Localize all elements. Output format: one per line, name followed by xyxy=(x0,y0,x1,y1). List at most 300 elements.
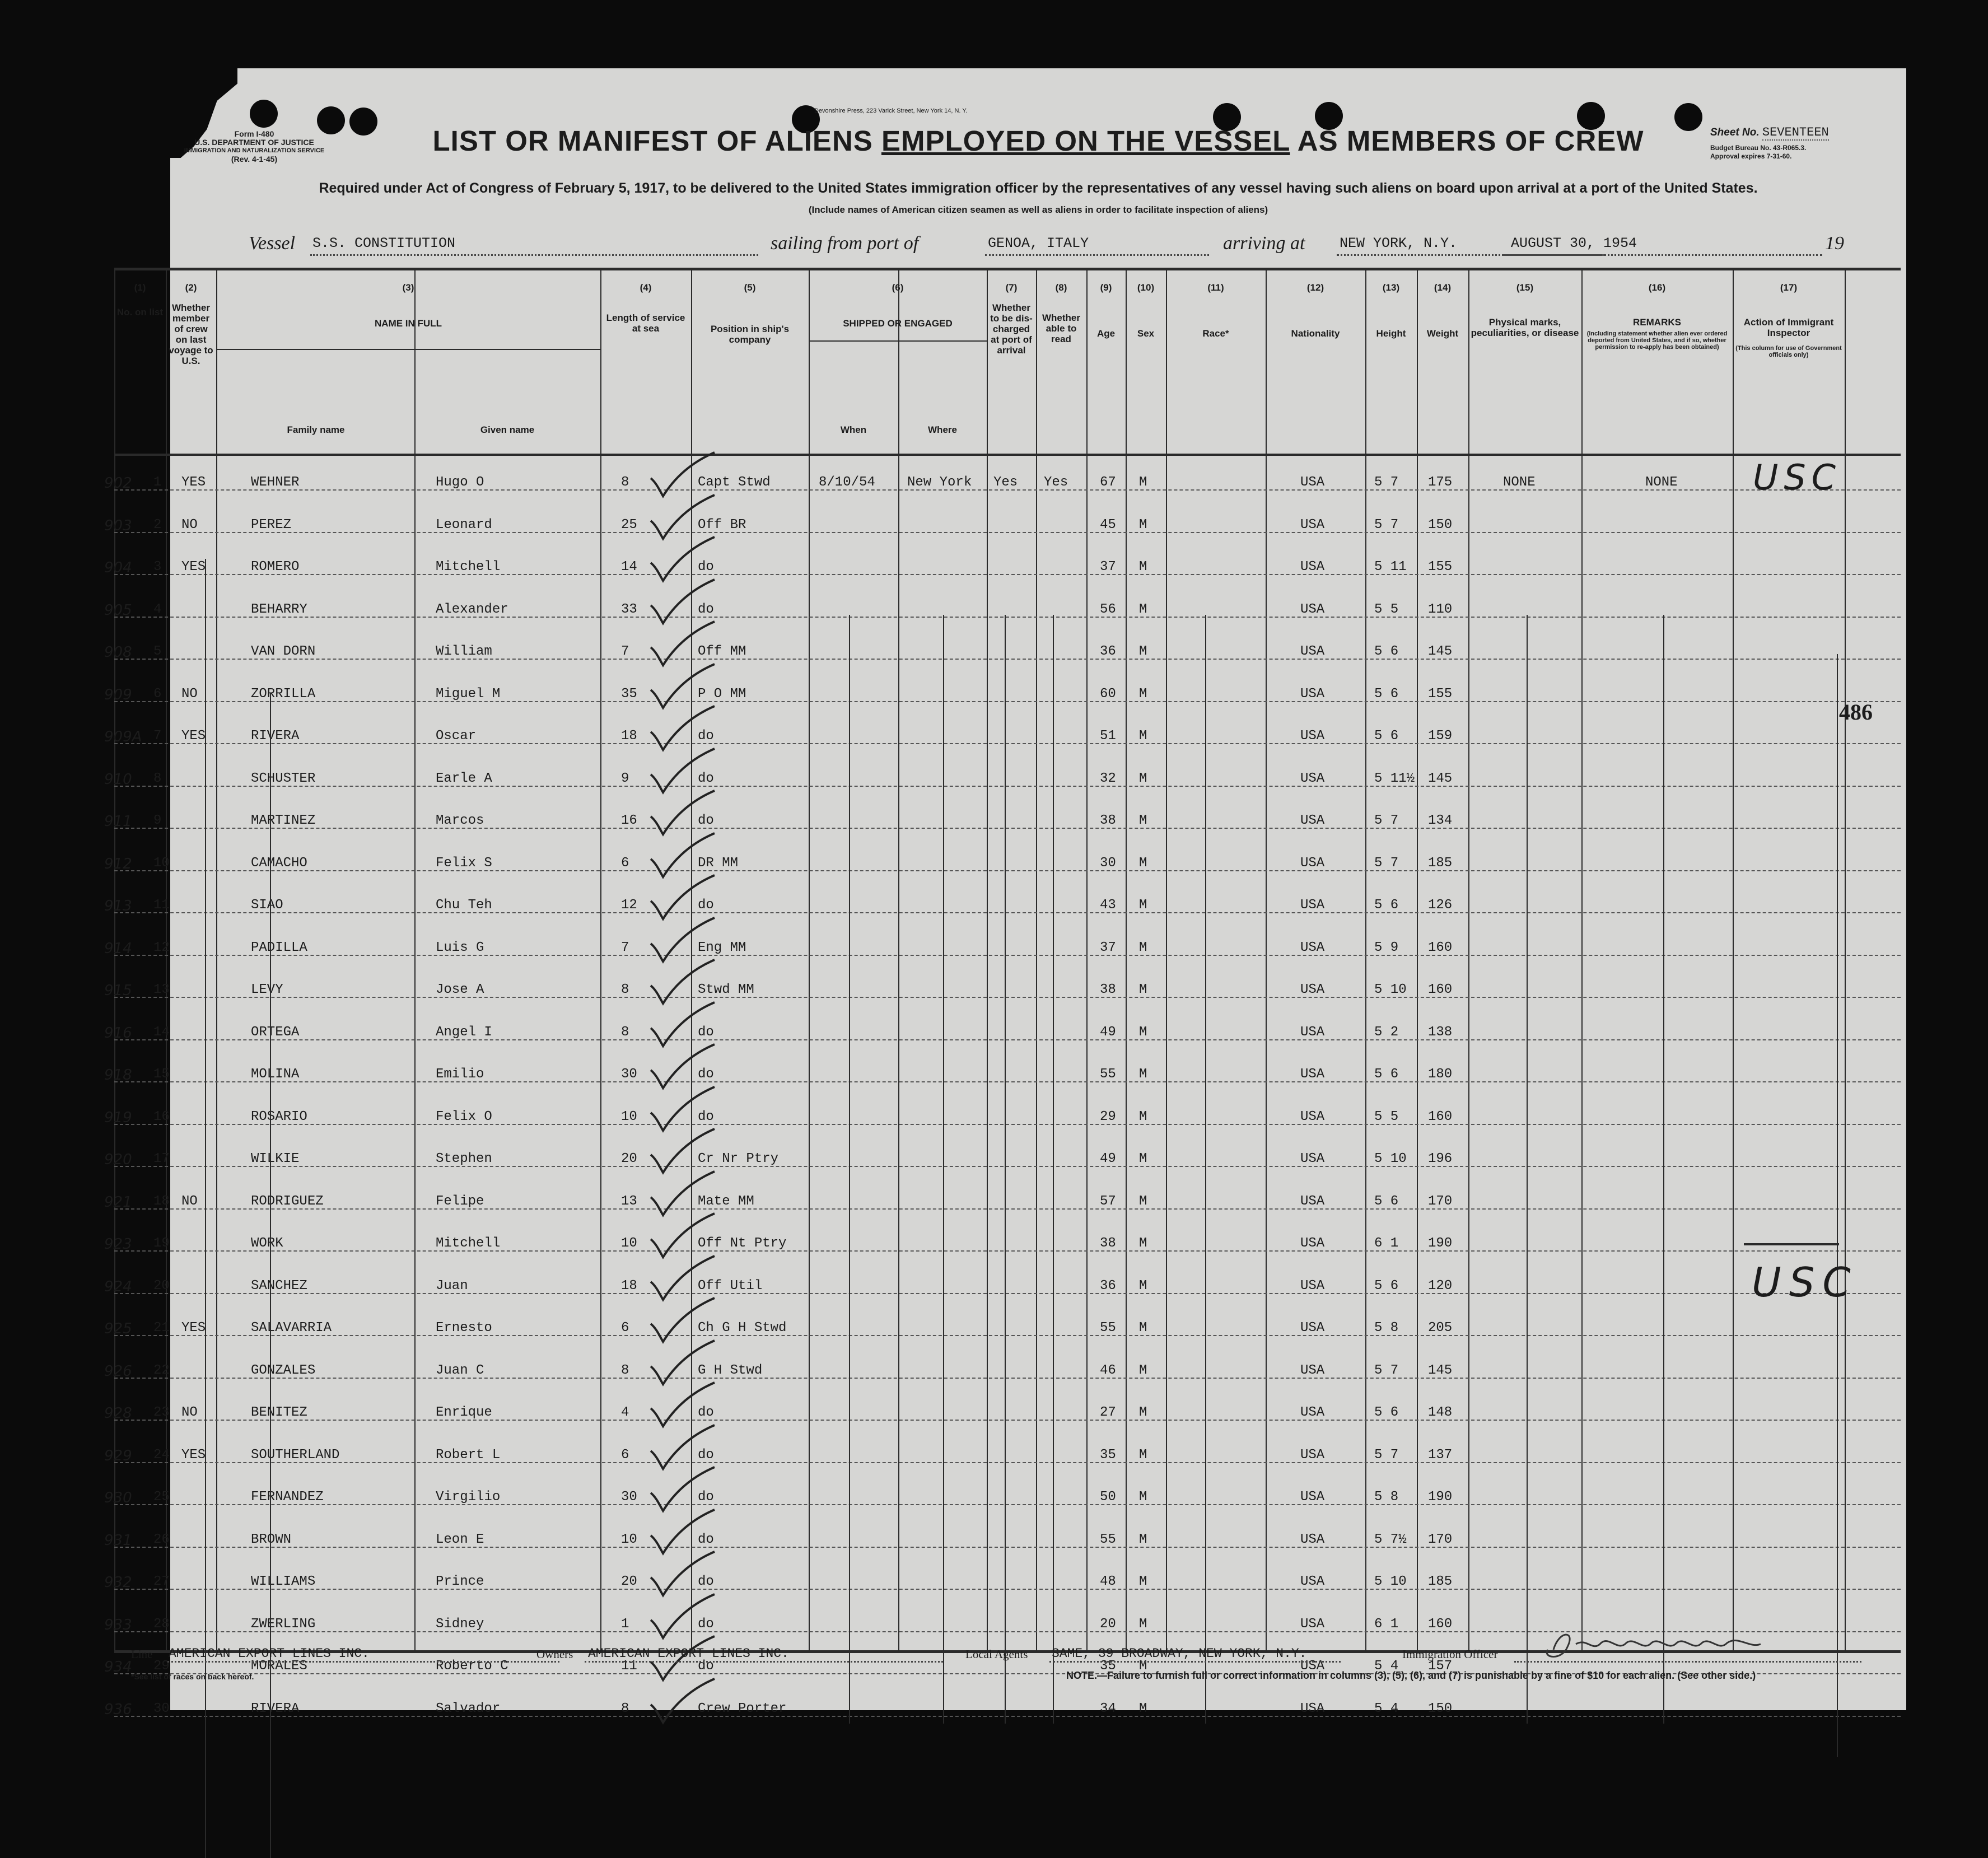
height-cell: 5 7 xyxy=(1374,813,1399,828)
given-name-cell: Felix S xyxy=(436,855,492,871)
sex-cell: M xyxy=(1139,1447,1147,1463)
weight-cell: 205 xyxy=(1428,1320,1453,1336)
column-heading: Weight xyxy=(1426,328,1459,339)
margin-number: 936 xyxy=(104,1701,132,1718)
height-cell: 5 5 xyxy=(1374,601,1399,617)
margin-number: 920 xyxy=(104,1151,132,1168)
date-dotted-line xyxy=(1503,254,1822,256)
margin-number: 924 xyxy=(104,1278,132,1295)
age-cell: 55 xyxy=(1100,1067,1116,1082)
row-rule xyxy=(114,786,1901,787)
approval-expiry: Approval expires 7-31-60. xyxy=(1710,152,1792,160)
column-line-3 xyxy=(414,268,416,1650)
column-number: (12) xyxy=(1306,282,1324,293)
column-line-18 xyxy=(1733,268,1734,1650)
given-name-cell: Leonard xyxy=(436,517,492,533)
nationality-cell: USA xyxy=(1300,1574,1325,1589)
column-number: (3) xyxy=(402,282,414,293)
age-cell: 38 xyxy=(1100,813,1116,828)
height-cell: 5 7 xyxy=(1374,855,1399,871)
given-name-cell: Emilio xyxy=(436,1067,484,1082)
margin-number: 915 xyxy=(104,982,132,999)
service-cell: 30 xyxy=(621,1490,637,1505)
position-cell: do xyxy=(698,771,714,786)
nationality-cell: USA xyxy=(1300,1109,1325,1124)
column-line-19 xyxy=(1845,268,1846,1650)
list-number: 17 xyxy=(153,1151,170,1166)
service-cell: 6 xyxy=(621,1447,629,1463)
service-cell: 25 xyxy=(621,517,637,533)
name-subheader-line xyxy=(216,349,600,350)
list-number: 30 xyxy=(153,1701,170,1716)
position-cell: do xyxy=(698,1574,714,1589)
service-cell: 8 xyxy=(621,982,629,997)
family-name-cell: LEVY xyxy=(251,982,283,997)
family-name-cell: ZORRILLA xyxy=(251,686,316,702)
sex-cell: M xyxy=(1139,940,1147,955)
margin-number: 905 xyxy=(104,601,132,619)
family-name-cell: FERNANDEZ xyxy=(251,1490,324,1505)
row-rule xyxy=(114,1250,1901,1252)
age-cell: 48 xyxy=(1100,1574,1116,1589)
age-cell: 32 xyxy=(1100,771,1116,786)
age-cell: 55 xyxy=(1100,1532,1116,1547)
margin-number: 909 xyxy=(104,686,132,703)
instruction-note: (Include names of American citizen seamen as well as aliens in order to facilitate inspection of aliens) xyxy=(808,204,1268,215)
column-line-9 xyxy=(1036,268,1037,1650)
margin-number: 916 xyxy=(104,1024,132,1042)
height-cell: 5 8 xyxy=(1374,1490,1399,1505)
list-number: 13 xyxy=(153,982,170,997)
nationality-cell: USA xyxy=(1300,1067,1325,1082)
row-rule xyxy=(114,1039,1901,1040)
nationality-cell: USA xyxy=(1300,813,1325,828)
column-number: (10) xyxy=(1137,282,1155,293)
age-cell: 20 xyxy=(1100,1616,1116,1632)
list-number: 2 xyxy=(153,517,162,533)
age-cell: 50 xyxy=(1100,1490,1116,1505)
age-cell: 27 xyxy=(1100,1405,1116,1420)
voyage-line xyxy=(170,231,1906,264)
column-number: (14) xyxy=(1434,282,1452,293)
service-cell: 33 xyxy=(621,601,637,617)
nationality-cell: USA xyxy=(1300,729,1325,744)
weight-cell: 145 xyxy=(1428,771,1453,786)
height-cell: 5 6 xyxy=(1374,1405,1399,1420)
margin-number: 912 xyxy=(104,855,132,872)
age-cell: 35 xyxy=(1100,1659,1116,1674)
column-line-2 xyxy=(216,268,217,1650)
service-cell: 10 xyxy=(621,1109,637,1124)
sex-cell: M xyxy=(1139,559,1147,575)
line-label: Line xyxy=(131,1647,153,1661)
family-name-cell: WILLIAMS xyxy=(251,1574,316,1589)
where-heading: Where xyxy=(928,424,957,435)
family-name-cell: PADILLA xyxy=(251,940,307,955)
weight-cell: 155 xyxy=(1428,559,1453,575)
column-heading: Whether to be dis-charged at port of arrival xyxy=(990,302,1033,356)
service-cell: 6 xyxy=(621,855,629,871)
column-line-10 xyxy=(1086,268,1088,1650)
row-rule xyxy=(114,1124,1901,1125)
list-number: 26 xyxy=(153,1532,170,1547)
column-heading: Whether member of crew on last voyage to U.S. xyxy=(169,302,213,366)
family-name-cell: PEREZ xyxy=(251,517,292,533)
last-voyage-cell: NO xyxy=(181,1405,198,1420)
family-name-cell: ROSARIO xyxy=(251,1109,307,1124)
column-number: (1) xyxy=(134,282,146,293)
given-name-cell: Enrique xyxy=(436,1405,492,1420)
column-line-17 xyxy=(1581,268,1583,1650)
column-line-11 xyxy=(1126,268,1127,1650)
punch-hole xyxy=(250,100,278,128)
family-name-cell: RODRIGUEZ xyxy=(251,1193,324,1209)
column-heading: No. on list xyxy=(116,307,164,318)
position-cell: do xyxy=(698,898,714,913)
list-number: 24 xyxy=(153,1447,170,1463)
sex-cell: M xyxy=(1139,1532,1147,1547)
list-number: 16 xyxy=(153,1109,170,1124)
service-cell: 8 xyxy=(621,1701,629,1716)
column-line-14 xyxy=(1365,268,1366,1650)
list-number: 7 xyxy=(153,729,162,744)
last-voyage-cell: YES xyxy=(181,559,206,575)
position-cell: Off MM xyxy=(698,644,746,659)
ditto-line xyxy=(1527,615,1528,1724)
position-cell: do xyxy=(698,1532,714,1547)
height-cell: 5 6 xyxy=(1374,1067,1399,1082)
given-name-cell: Alexander xyxy=(436,601,508,617)
list-number: 28 xyxy=(153,1616,170,1632)
physical-marks-cell: NONE xyxy=(1503,475,1536,490)
given-name-cell: Miguel M xyxy=(436,686,501,702)
position-cell: Mate MM xyxy=(698,1193,754,1209)
printer-imprint: Devonshire Press, 223 Varick Street, New York 14, N. Y. xyxy=(814,108,968,114)
column-number: (16) xyxy=(1648,282,1666,293)
discharged-cell: Yes xyxy=(993,475,1018,490)
given-name-cell: Ernesto xyxy=(436,1320,492,1336)
family-name-cell: VAN DORN xyxy=(251,644,316,659)
manifest-sheet xyxy=(104,68,1906,1718)
list-number: 14 xyxy=(153,1024,170,1040)
family-name-cell: ZWERLING xyxy=(251,1616,316,1632)
owners-value: AMERICAN EXPORT LINES INC. xyxy=(588,1646,789,1661)
row-rule xyxy=(114,1378,1901,1379)
given-name-cell: William xyxy=(436,644,492,659)
age-cell: 38 xyxy=(1100,982,1116,997)
nationality-cell: USA xyxy=(1300,1193,1325,1209)
margin-number: 918 xyxy=(104,1067,132,1084)
column-heading: Length of service at sea xyxy=(606,312,685,334)
given-name-cell: Earle A xyxy=(436,771,492,786)
row-rule xyxy=(114,870,1901,871)
column-number: (17) xyxy=(1780,282,1798,293)
margin-number: 908 xyxy=(104,644,132,661)
weight-cell: 148 xyxy=(1428,1405,1453,1420)
age-cell: 56 xyxy=(1100,601,1116,617)
position-cell: Capt Stwd xyxy=(698,475,771,490)
column-line-7 xyxy=(898,268,899,1650)
family-name-cell: RIVERA xyxy=(251,729,300,744)
line-dotted-line xyxy=(167,1661,559,1663)
family-name-heading: Family name xyxy=(287,424,345,435)
height-cell: 6 1 xyxy=(1374,1236,1399,1251)
title-part-2: EMPLOYED ON THE VESSEL xyxy=(881,125,1290,157)
when-cell: 8/10/54 xyxy=(819,475,875,490)
position-cell: do xyxy=(698,601,714,617)
officer-signature xyxy=(1537,1627,1783,1666)
row-rule xyxy=(114,1504,1901,1505)
given-name-cell: Robert L xyxy=(436,1447,501,1463)
last-voyage-cell: YES xyxy=(181,475,206,490)
department-name: U.S. DEPARTMENT OF JUSTICE xyxy=(194,138,314,147)
weight-cell: 157 xyxy=(1428,1659,1453,1674)
family-name-cell: ORTEGA xyxy=(251,1024,300,1040)
service-cell: 16 xyxy=(621,813,637,828)
sex-cell: M xyxy=(1139,686,1147,702)
read-cell: Yes xyxy=(1044,475,1068,490)
column-heading: NAME IN FULL xyxy=(375,318,442,329)
given-name-cell: Marcos xyxy=(436,813,484,828)
column-number: (6) xyxy=(892,282,904,293)
age-cell: 30 xyxy=(1100,855,1116,871)
list-number: 6 xyxy=(153,686,162,702)
sex-cell: M xyxy=(1139,1151,1147,1166)
row-rule xyxy=(114,701,1901,702)
weight-cell: 185 xyxy=(1428,855,1453,871)
position-cell: do xyxy=(698,1024,714,1040)
column-number: (8) xyxy=(1055,282,1067,293)
given-name-cell: Chu Teh xyxy=(436,898,492,913)
age-cell: 37 xyxy=(1100,559,1116,575)
sex-cell: M xyxy=(1139,729,1147,744)
service-cell: 1 xyxy=(621,1616,629,1632)
age-cell: 57 xyxy=(1100,1193,1116,1209)
sheet-value: SEVENTEEN xyxy=(1762,125,1829,139)
nationality-cell: USA xyxy=(1300,1024,1325,1040)
column-number: (2) xyxy=(185,282,197,293)
family-name-cell: BROWN xyxy=(251,1532,292,1547)
agents-label: Local Agents xyxy=(965,1647,1028,1661)
given-name-cell: Roberto C xyxy=(436,1659,508,1674)
weight-cell: 150 xyxy=(1428,1701,1453,1716)
list-number: 4 xyxy=(153,601,162,617)
last-voyage-cell: YES xyxy=(181,1447,206,1463)
count-annotation: 486 xyxy=(1839,699,1873,725)
service-cell: 10 xyxy=(621,1236,637,1251)
when-heading: When xyxy=(840,424,867,435)
service-cell: 14 xyxy=(621,559,637,575)
age-cell: 60 xyxy=(1100,686,1116,702)
given-name-cell: Mitchell xyxy=(436,1236,501,1251)
last-voyage-cell: NO xyxy=(181,517,198,533)
row-rule xyxy=(114,617,1901,618)
service-cell: 11 xyxy=(621,1659,637,1674)
given-name-cell: Juan xyxy=(436,1278,468,1294)
height-cell: 5 6 xyxy=(1374,1278,1399,1294)
age-cell: 46 xyxy=(1100,1362,1116,1378)
margin-number: 904 xyxy=(104,559,132,576)
nationality-cell: USA xyxy=(1300,1659,1325,1674)
margin-number: 934 xyxy=(104,1659,132,1675)
service-cell: 4 xyxy=(621,1405,629,1420)
margin-number: 933 xyxy=(104,1616,132,1633)
column-line-6 xyxy=(809,268,810,1650)
column-heading: Height xyxy=(1376,328,1406,339)
weight-cell: 160 xyxy=(1428,982,1453,997)
weight-cell: 110 xyxy=(1428,601,1453,617)
weight-cell: 138 xyxy=(1428,1024,1453,1040)
age-cell: 35 xyxy=(1100,1447,1116,1463)
age-cell: 36 xyxy=(1100,644,1116,659)
weight-cell: 160 xyxy=(1428,1616,1453,1632)
nationality-cell: USA xyxy=(1300,940,1325,955)
nationality-cell: USA xyxy=(1300,686,1325,702)
position-cell: Off Util xyxy=(698,1278,763,1294)
family-name-cell: ROMERO xyxy=(251,559,300,575)
age-cell: 45 xyxy=(1100,517,1116,533)
row-rule xyxy=(114,1081,1901,1082)
height-cell: 5 2 xyxy=(1374,1024,1399,1040)
port-label: sailing from port of xyxy=(771,233,919,254)
position-cell: do xyxy=(698,1490,714,1505)
column-heading: Action of Immigrant Inspector xyxy=(1743,317,1834,338)
list-number: 10 xyxy=(153,855,170,871)
weight-cell: 145 xyxy=(1428,1362,1453,1378)
list-number: 20 xyxy=(153,1278,170,1294)
height-cell: 5 10 xyxy=(1374,1574,1407,1589)
column-heading: SHIPPED OR ENGAGED xyxy=(843,318,953,329)
height-cell: 5 4 xyxy=(1374,1659,1399,1674)
family-name-cell: SCHUSTER xyxy=(251,771,316,786)
weight-cell: 159 xyxy=(1428,729,1453,744)
column-line-15 xyxy=(1417,268,1418,1650)
position-cell: Eng MM xyxy=(698,940,746,955)
given-name-cell: Prince xyxy=(436,1574,484,1589)
sex-cell: M xyxy=(1139,982,1147,997)
row-rule xyxy=(114,532,1901,533)
agents-value: SAME, 39 BROADWAY, NEW YORK, N.Y. xyxy=(1052,1646,1307,1661)
given-name-cell: Felix O xyxy=(436,1109,492,1124)
sex-cell: M xyxy=(1139,644,1147,659)
family-name-cell: WORK xyxy=(251,1236,283,1251)
column-line-1 xyxy=(166,268,167,1650)
weight-cell: 145 xyxy=(1428,644,1453,659)
family-name-cell: RIVERA xyxy=(251,1701,300,1716)
sex-cell: M xyxy=(1139,475,1147,490)
height-cell: 5 6 xyxy=(1374,898,1399,913)
column-number: (5) xyxy=(744,282,756,293)
ditto-line xyxy=(1005,615,1006,1724)
family-name-cell: SANCHEZ xyxy=(251,1278,307,1294)
height-cell: 5 8 xyxy=(1374,1320,1399,1336)
age-cell: 49 xyxy=(1100,1151,1116,1166)
row-rule xyxy=(114,1462,1901,1463)
column-heading: Age xyxy=(1096,328,1116,339)
height-cell: 5 9 xyxy=(1374,940,1399,955)
given-name-cell: Angel I xyxy=(436,1024,492,1040)
line-value: AMERICAN EXPORT LINES INC. xyxy=(169,1646,370,1661)
given-name-cell: Juan C xyxy=(436,1362,484,1378)
margin-number: 923 xyxy=(104,1236,132,1253)
list-number: 25 xyxy=(153,1490,170,1505)
row-rule xyxy=(114,1208,1901,1210)
service-cell: 8 xyxy=(621,1024,629,1040)
position-cell: G H Stwd xyxy=(698,1362,763,1378)
family-name-cell: SALAVARRIA xyxy=(251,1320,332,1336)
service-cell: 8 xyxy=(621,1362,629,1378)
weight-cell: 170 xyxy=(1428,1532,1453,1547)
margin-number: 913 xyxy=(104,898,132,914)
nationality-cell: USA xyxy=(1300,1278,1325,1294)
position-cell: do xyxy=(698,729,714,744)
position-cell: do xyxy=(698,1659,714,1674)
column-line-16 xyxy=(1468,268,1469,1650)
agents-dotted-line xyxy=(1049,1661,1341,1663)
family-name-cell: WILKIE xyxy=(251,1151,300,1166)
service-cell: 10 xyxy=(621,1532,637,1547)
list-number: 5 xyxy=(153,644,162,659)
position-cell: do xyxy=(698,1067,714,1082)
nationality-cell: USA xyxy=(1300,601,1325,617)
ditto-line xyxy=(1663,615,1664,1724)
list-number: 29 xyxy=(153,1659,170,1674)
position-cell: do xyxy=(698,559,714,575)
margin-number: 929 xyxy=(104,1447,132,1464)
port-name: GENOA, ITALY xyxy=(988,235,1089,251)
list-number: 8 xyxy=(153,771,162,786)
family-name-cell: BENITEZ xyxy=(251,1405,307,1420)
weight-cell: 180 xyxy=(1428,1067,1453,1082)
shipped-subheader-line xyxy=(809,340,987,342)
service-cell: 7 xyxy=(621,940,629,955)
header-bottom-border xyxy=(114,454,1901,456)
weight-cell: 137 xyxy=(1428,1447,1453,1463)
column-heading: Race* xyxy=(1202,328,1229,339)
column-heading: REMARKS xyxy=(1633,317,1681,328)
list-number: 27 xyxy=(153,1574,170,1589)
weight-cell: 190 xyxy=(1428,1236,1453,1251)
height-cell: 5 11½ xyxy=(1374,771,1415,786)
position-cell: Off Nt Ptry xyxy=(698,1236,787,1251)
age-cell: 55 xyxy=(1100,1320,1116,1336)
nationality-cell: USA xyxy=(1300,1320,1325,1336)
nationality-cell: USA xyxy=(1300,855,1325,871)
list-number: 21 xyxy=(153,1320,170,1336)
vessel-name: S.S. CONSTITUTION xyxy=(312,235,456,251)
position-cell: do xyxy=(698,1447,714,1463)
last-voyage-cell: YES xyxy=(181,729,206,744)
row-rule xyxy=(114,1420,1901,1421)
weight-cell: 160 xyxy=(1428,940,1453,955)
form-revision: (Rev. 4-1-45) xyxy=(231,155,278,164)
table-top-border xyxy=(114,268,1901,270)
usc-stamp-top: USC xyxy=(1753,457,1842,498)
sex-cell: M xyxy=(1139,517,1147,533)
row-rule xyxy=(114,1589,1901,1590)
position-cell: do xyxy=(698,1616,714,1632)
given-name-cell: Leon E xyxy=(436,1532,484,1547)
margin-number: 902 xyxy=(104,475,132,492)
list-number: 23 xyxy=(153,1405,170,1420)
height-cell: 5 6 xyxy=(1374,686,1399,702)
given-name-cell: Virgilio xyxy=(436,1490,501,1505)
position-cell: do xyxy=(698,813,714,828)
budget-number: Budget Bureau No. 43-R065.3. xyxy=(1710,144,1807,152)
height-cell: 5 7½ xyxy=(1374,1532,1407,1547)
margin-number: 932 xyxy=(104,1574,132,1591)
margin-number: 910 xyxy=(104,771,132,788)
